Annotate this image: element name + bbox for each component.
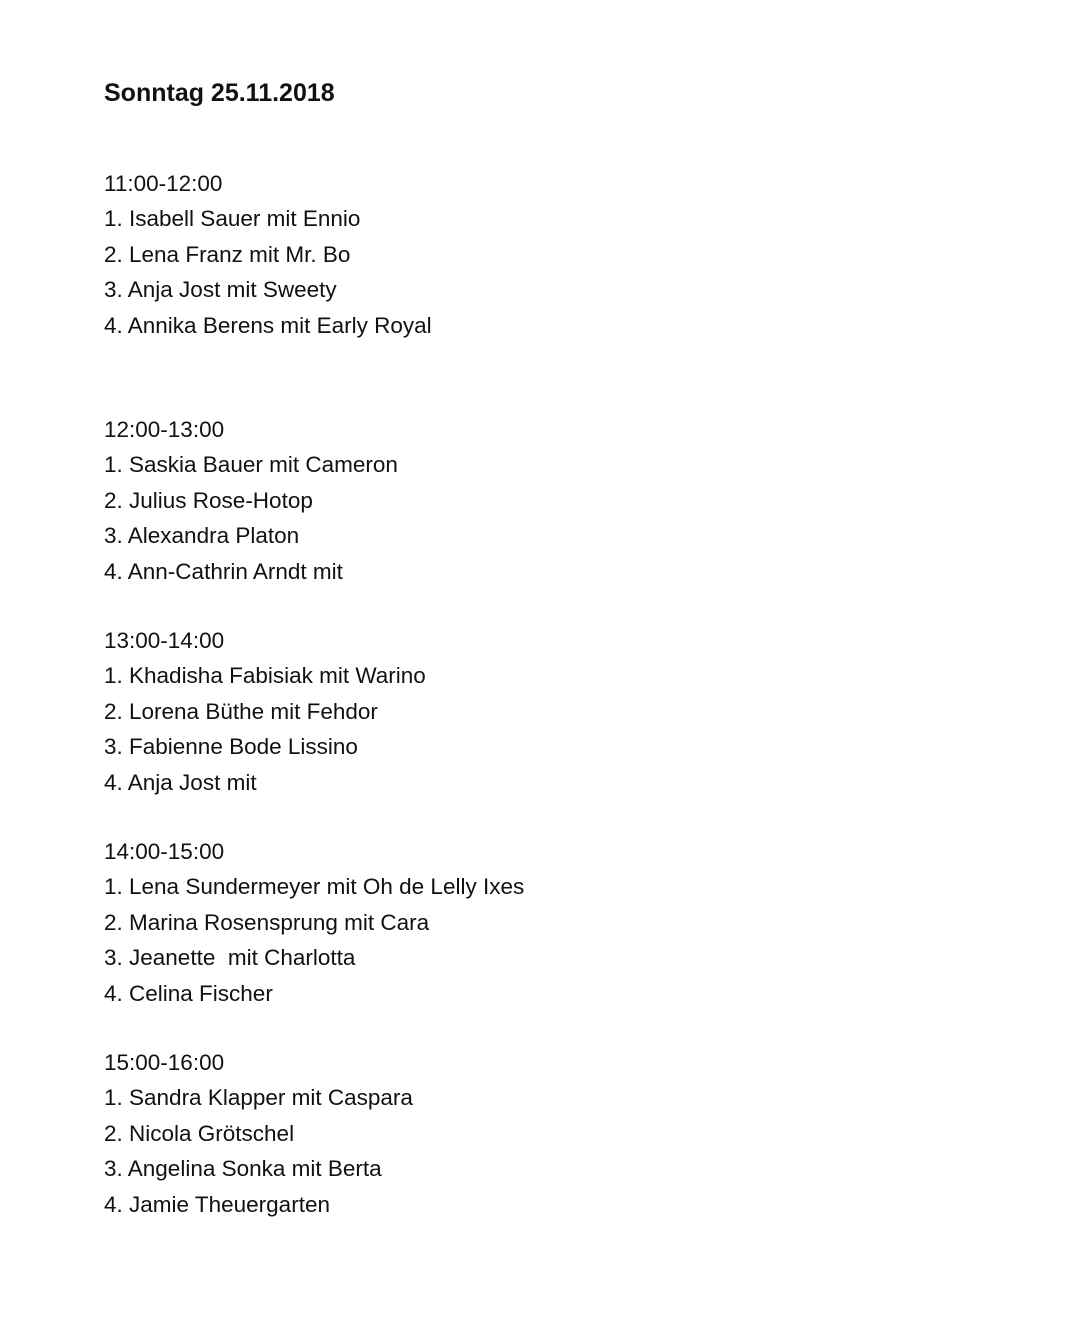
time-slot-1100 <box>104 166 432 343</box>
participant-list <box>104 869 524 1011</box>
participant-entry: 3. Fabienne Bode Lissino <box>104 734 358 760</box>
participant-entry: 1. Isabell Sauer mit Ennio <box>104 206 361 232</box>
time-slot-label: 11:00-12:00 <box>104 171 223 196</box>
participant-entry: 1. Saskia Bauer mit Cameron <box>104 452 398 478</box>
participant-entry: 4. Celina Fischer <box>104 980 273 1006</box>
time-slot-label: 15:00-16:00 <box>104 1050 225 1075</box>
page-title: Sonntag 25.11.2018 <box>104 79 335 107</box>
participant-list <box>104 447 398 589</box>
time-slot-label: 12:00-13:00 <box>104 417 225 442</box>
participant-entry: 4. Annika Berens mit Early Royal <box>104 312 432 338</box>
participant-list <box>104 658 426 800</box>
participant-entry: 4. Jamie Theuergarten <box>104 1191 330 1217</box>
participant-entry: 2. Lena Franz mit Mr. Bo <box>104 241 351 267</box>
time-slot-1400 <box>104 834 524 1011</box>
participant-entry: 2. Marina Rosensprung mit Cara <box>104 909 430 935</box>
participant-entry: 1. Sandra Klapper mit Caspara <box>104 1085 413 1111</box>
time-slot-label: 13:00-14:00 <box>104 628 225 653</box>
participant-list <box>104 201 432 343</box>
participant-list <box>104 1080 413 1222</box>
participant-entry: 1. Lena Sundermeyer mit Oh de Lelly Ixes <box>104 874 525 900</box>
participant-entry: 4. Anja Jost mit <box>104 769 257 795</box>
participant-entry: 2. Lorena Büthe mit Fehdor <box>104 698 378 724</box>
participant-entry: 3. Jeanette mit Charlotta <box>104 945 356 971</box>
participant-entry: 2. Nicola Grötschel <box>104 1120 295 1146</box>
time-slot-1200 <box>104 412 398 589</box>
participant-entry: 4. Ann-Cathrin Arndt mit <box>104 558 343 584</box>
time-slot-label: 14:00-15:00 <box>104 839 225 864</box>
participant-entry: 3. Anja Jost mit Sweety <box>104 277 337 303</box>
time-slot-1500 <box>104 1045 413 1222</box>
participant-entry: 2. Julius Rose-Hotop <box>104 487 313 513</box>
participant-entry: 3. Alexandra Platon <box>104 523 300 549</box>
time-slot-1300 <box>104 623 426 800</box>
participant-entry: 3. Angelina Sonka mit Berta <box>104 1156 382 1182</box>
participant-entry: 1. Khadisha Fabisiak mit Warino <box>104 663 426 689</box>
